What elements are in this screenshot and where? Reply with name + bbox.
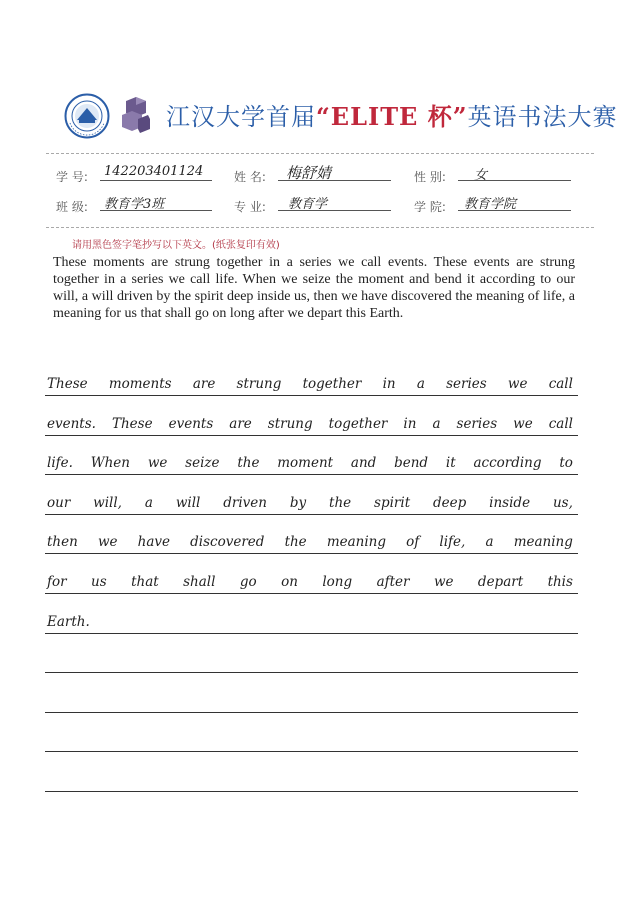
handwritten-word: driven	[223, 495, 267, 511]
writing-line	[45, 633, 578, 634]
handwritten-word: are	[229, 416, 252, 432]
handwritten-word: we	[507, 376, 528, 392]
handwritten-line-text	[47, 574, 573, 590]
student-id-label: 学 号:	[56, 170, 88, 184]
writing-line	[45, 474, 578, 475]
handwritten-word: for	[47, 574, 67, 590]
handwritten-word: us	[91, 574, 107, 590]
handwritten-word: depart	[477, 574, 524, 590]
handwritten-line-text: Earth.	[47, 614, 90, 630]
handwritten-word: strung	[267, 416, 313, 432]
handwritten-word: When	[90, 455, 130, 471]
handwritten-word: the	[237, 455, 260, 471]
handwritten-word: series	[456, 416, 498, 432]
handwritten-word: life.	[47, 455, 73, 471]
handwritten-line-text	[47, 495, 573, 511]
handwritten-word: by	[289, 495, 307, 511]
handwritten-word: meaning	[326, 534, 387, 550]
title-suffix: 英语书法大赛	[467, 103, 618, 131]
title-prefix: 江汉大学首届	[166, 103, 316, 131]
form-divider	[46, 227, 594, 228]
writing-line	[45, 712, 578, 713]
handwritten-word: These	[47, 376, 88, 392]
handwritten-word: in	[382, 376, 396, 392]
handwritten-word: inside	[489, 495, 531, 511]
gender-label: 性 别:	[414, 170, 446, 184]
writing-line	[45, 593, 578, 594]
handwritten-word: we	[513, 416, 533, 432]
handwritten-word: call	[548, 376, 573, 392]
student-id-value: 142203401124	[104, 164, 204, 179]
handwritten-line-text	[47, 534, 573, 550]
writing-line	[45, 672, 578, 673]
handwritten-word: on	[281, 574, 298, 590]
handwritten-word: are	[192, 376, 216, 392]
handwritten-word: after	[376, 574, 410, 590]
handwritten-word: have	[137, 534, 170, 550]
handwritten-word: spirit	[374, 495, 411, 511]
handwritten-word: discovered	[190, 534, 265, 550]
name-label: 姓 名:	[234, 170, 266, 184]
handwritten-line-text	[47, 455, 573, 471]
handwritten-word: it	[445, 455, 456, 471]
handwritten-word: a	[144, 495, 153, 511]
title-contest-name: “ELITE 杯”	[316, 102, 468, 131]
handwritten-word: events.	[47, 416, 96, 432]
class-value: 教育学3班	[104, 197, 165, 212]
handwritten-word: of	[406, 534, 420, 550]
handwritten-word: moments	[108, 376, 172, 392]
handwritten-word: then	[47, 534, 78, 550]
writing-line	[45, 514, 578, 515]
writing-line	[45, 751, 578, 752]
top-divider	[46, 153, 594, 154]
university-seal-logo	[64, 93, 110, 139]
handwritten-word: go	[239, 574, 257, 590]
handwritten-word: in	[403, 416, 417, 432]
source-passage: These moments are strung together in a series we call events. These events are strung together in a series we call life. When we seize the moment and bend it according to our will, a will driven by the spirit deep inside us, then we have discovered the meaning of life, a meaning for us that shall go on long after we depart this Earth.	[53, 255, 575, 321]
college-value: 教育学院	[464, 197, 517, 212]
handwritten-word: the	[284, 534, 307, 550]
handwritten-word: we	[97, 534, 118, 550]
writing-line	[45, 395, 578, 396]
contest-logo-mark	[122, 97, 150, 133]
handwritten-word: a	[485, 534, 494, 550]
gender-value: 女	[474, 168, 488, 183]
handwritten-word: bend	[394, 455, 429, 471]
name-value: 梅舒婧	[286, 164, 332, 182]
handwritten-word: moment	[277, 455, 334, 471]
writing-line	[45, 553, 578, 554]
instruction-text: 请用黑色签字笔抄写以下英文。(纸张复印有效)	[72, 240, 280, 251]
handwritten-word: that	[131, 574, 159, 590]
major-value: 教育学	[288, 197, 328, 212]
writing-line	[45, 435, 578, 436]
handwritten-word: we	[433, 574, 454, 590]
handwritten-word: a	[416, 376, 425, 392]
major-label: 专 业:	[234, 200, 266, 214]
handwritten-word: life,	[439, 534, 466, 550]
handwritten-word: us,	[552, 495, 573, 511]
handwritten-line-text	[47, 376, 573, 392]
handwritten-word: together	[328, 416, 388, 432]
handwritten-word: long	[322, 574, 353, 590]
handwritten-word: These	[111, 416, 153, 432]
page-title	[166, 97, 618, 132]
handwritten-word: meaning	[513, 534, 573, 550]
student-id-underline	[100, 180, 212, 181]
handwritten-word: this	[547, 574, 573, 590]
handwritten-word: strung	[236, 376, 282, 392]
handwritten-word: we	[147, 455, 168, 471]
college-label: 学 院:	[414, 200, 446, 214]
class-label: 班 级:	[56, 200, 88, 214]
handwritten-word: the	[329, 495, 352, 511]
handwritten-word: our	[47, 495, 71, 511]
handwritten-word: shall	[183, 574, 216, 590]
handwritten-word: seize	[185, 455, 220, 471]
handwritten-word: call	[548, 416, 573, 432]
handwritten-word: deep	[433, 495, 467, 511]
handwritten-word: will	[175, 495, 201, 511]
writing-line	[45, 791, 578, 792]
handwritten-word: will,	[93, 495, 122, 511]
handwritten-word: to	[559, 455, 573, 471]
handwritten-line-text	[47, 416, 573, 432]
handwritten-word: and	[350, 455, 377, 471]
handwritten-word: series	[446, 376, 487, 392]
handwritten-word: events	[168, 416, 214, 432]
handwritten-word: a	[432, 416, 441, 432]
handwritten-word: together	[302, 376, 362, 392]
handwritten-word: according	[473, 455, 542, 471]
